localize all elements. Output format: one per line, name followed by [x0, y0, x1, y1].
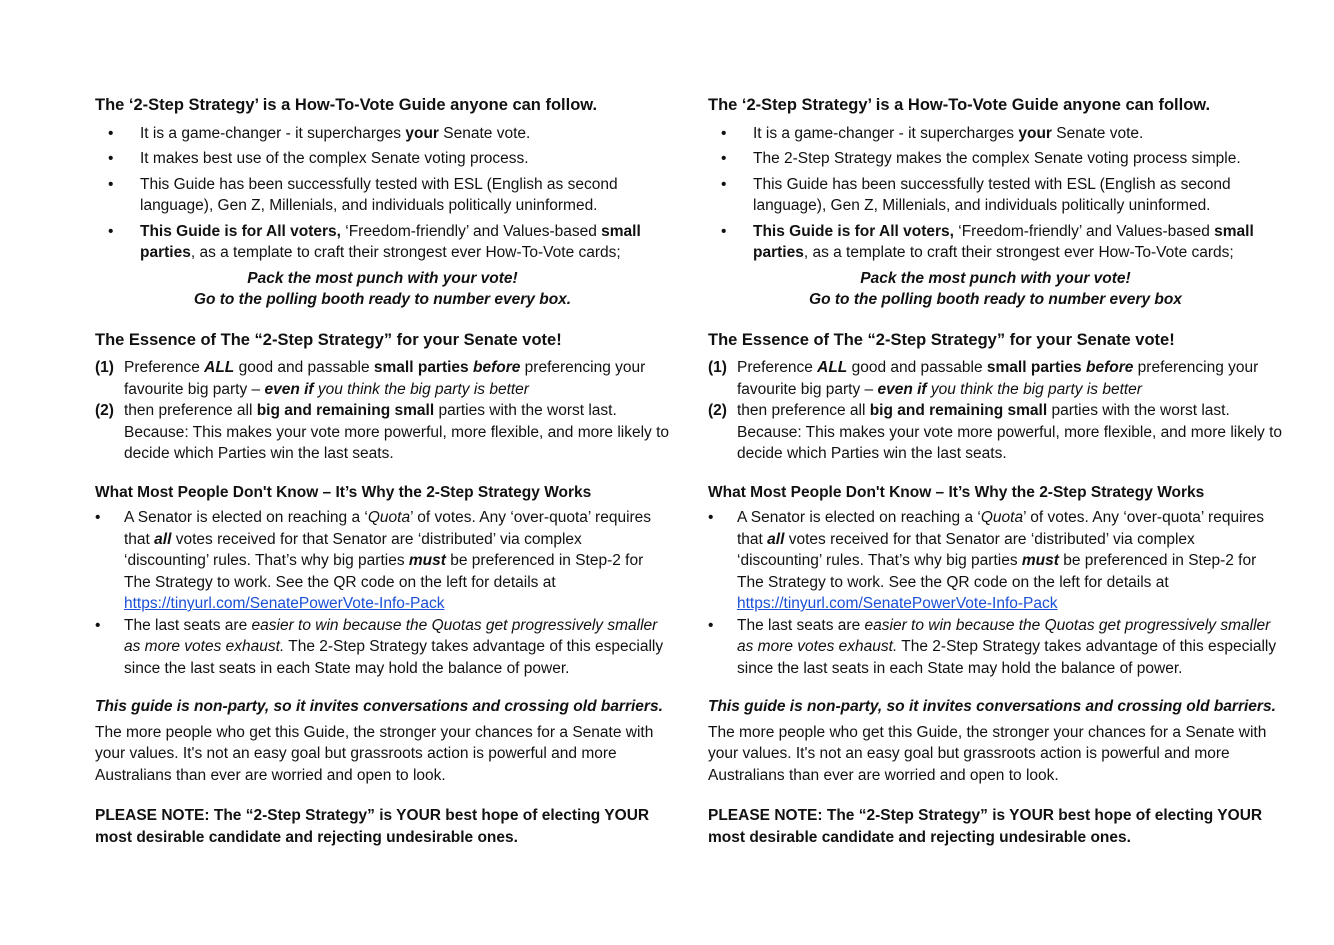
polling-booth-line: Go to the polling booth ready to number every box.: [193, 291, 572, 308]
list-item: • The last seats are easier to win because the Quotas get progressively smaller as more votes exhaust. The 2-Step Strategy takes advantage of this especially since the last seats in each State may hold the balance of power.: [708, 615, 1283, 680]
know-title: What Most People Don't Know – It’s Why the 2-Step Strategy Works: [95, 483, 592, 501]
list-item: • A Senator is elected on reaching a ‘Quota’ of votes. Any ‘over-quota’ requires that all votes received for that Senator are ‘distributed’ via complex ‘discounting’ rules. That’s why big parties must be preferenced in Step-2 for The Strategy to work. See the QR code on the left for details at https://tinyurl.com/SenatePowerVote-Info-Pack: [708, 507, 1283, 615]
step-one: (1) Preference ALL good and passable small parties before preferencing your favourite big party – even if you think the big party is better: [95, 359, 646, 398]
know-bullet-list: [95, 507, 670, 679]
step-two: (2) then preference all big and remaining small parties with the worst last. Because: This makes your vote more powerful, more flexible, and more likely to decide which Parties win the last seats.: [95, 402, 670, 462]
list-item: • It is a game-changer - it supercharges your Senate vote.: [95, 123, 670, 145]
more-people-paragraph: The more people who get this Guide, the stronger your chances for a Senate with your values. It's not an easy goal but grassroots action is powerful and more Australians than ever are worried and open to look.: [95, 723, 654, 784]
intro-bullet-list: [708, 123, 1283, 264]
right-page: [708, 95, 1283, 848]
punch-line: Pack the most punch with your vote!: [247, 269, 518, 287]
non-party-statement: This guide is non-party, so it invites conversations and crossing old barriers.: [708, 698, 1276, 715]
non-party-statement: This guide is non-party, so it invites conversations and crossing old barriers.: [95, 698, 663, 715]
know-bullet-list: [708, 507, 1283, 679]
polling-booth-line: Go to the polling booth ready to number every box: [809, 291, 1182, 308]
punch-line: Pack the most punch with your vote!: [860, 269, 1131, 287]
list-item: • This Guide is for All voters, ‘Freedom-friendly’ and Values-based small parties, as a template to craft their strongest ever How-To-Vote cards;: [95, 221, 670, 264]
guide-title: The ‘2-Step Strategy’ is a How-To-Vote Guide anyone can follow.: [95, 96, 598, 114]
step-one: (1) Preference ALL good and passable small parties before preferencing your favourite big party – even if you think the big party is better: [708, 359, 1259, 398]
essence-title: The Essence of The “2-Step Strategy” for your Senate vote!: [708, 330, 1175, 349]
more-people-paragraph: The more people who get this Guide, the stronger your chances for a Senate with your values. It's not an easy goal but grassroots action is powerful and more Australians than ever are worried and open to look.: [708, 723, 1267, 784]
info-pack-link[interactable]: https://tinyurl.com/SenatePowerVote-Info-Pack: [737, 595, 1058, 612]
list-item: • The last seats are easier to win because the Quotas get progressively smaller as more votes exhaust. The 2-Step Strategy takes advantage of this especially since the last seats in each State may hold the balance of power.: [95, 615, 670, 680]
steps-list: [95, 357, 670, 465]
list-item: • It is a game-changer - it supercharges your Senate vote.: [708, 123, 1283, 145]
please-note: PLEASE NOTE: The “2-Step Strategy” is YOUR best hope of electing YOUR most desirable candidate and rejecting undesirable ones.: [708, 807, 1263, 846]
guide-title: The ‘2-Step Strategy’ is a How-To-Vote Guide anyone can follow.: [708, 96, 1211, 114]
list-item: • The 2-Step Strategy makes the complex Senate voting process simple.: [708, 148, 1283, 170]
please-note: PLEASE NOTE: The “2-Step Strategy” is YOUR best hope of electing YOUR most desirable candidate and rejecting undesirable ones.: [95, 807, 650, 846]
know-title: What Most People Don't Know – It’s Why the 2-Step Strategy Works: [708, 483, 1205, 501]
list-item: • This Guide is for All voters, ‘Freedom-friendly’ and Values-based small parties, as a template to craft their strongest ever How-To-Vote cards;: [708, 221, 1283, 264]
list-item: • It makes best use of the complex Senate voting process.: [95, 148, 670, 170]
list-item: • This Guide has been successfully tested with ESL (English as second language), Gen Z, Millenials, and individuals politically uninformed.: [708, 174, 1283, 217]
list-item: • This Guide has been successfully tested with ESL (English as second language), Gen Z, Millenials, and individuals politically uninformed.: [95, 174, 670, 217]
intro-bullet-list: [95, 123, 670, 264]
steps-list: [708, 357, 1283, 465]
left-page: [95, 95, 670, 848]
list-item: • A Senator is elected on reaching a ‘Quota’ of votes. Any ‘over-quota’ requires that all votes received for that Senator are ‘distributed’ via complex ‘discounting’ rules. That’s why big parties must be preferenced in Step-2 for The Strategy to work. See the QR code on the left for details at https://tinyurl.com/SenatePowerVote-Info-Pack: [95, 507, 670, 615]
info-pack-link[interactable]: https://tinyurl.com/SenatePowerVote-Info-Pack: [124, 595, 445, 612]
essence-title: The Essence of The “2-Step Strategy” for your Senate vote!: [95, 330, 562, 349]
step-two: (2) then preference all big and remaining small parties with the worst last. Because: This makes your vote more powerful, more flexible, and more likely to decide which Parties win the last seats.: [708, 402, 1283, 462]
